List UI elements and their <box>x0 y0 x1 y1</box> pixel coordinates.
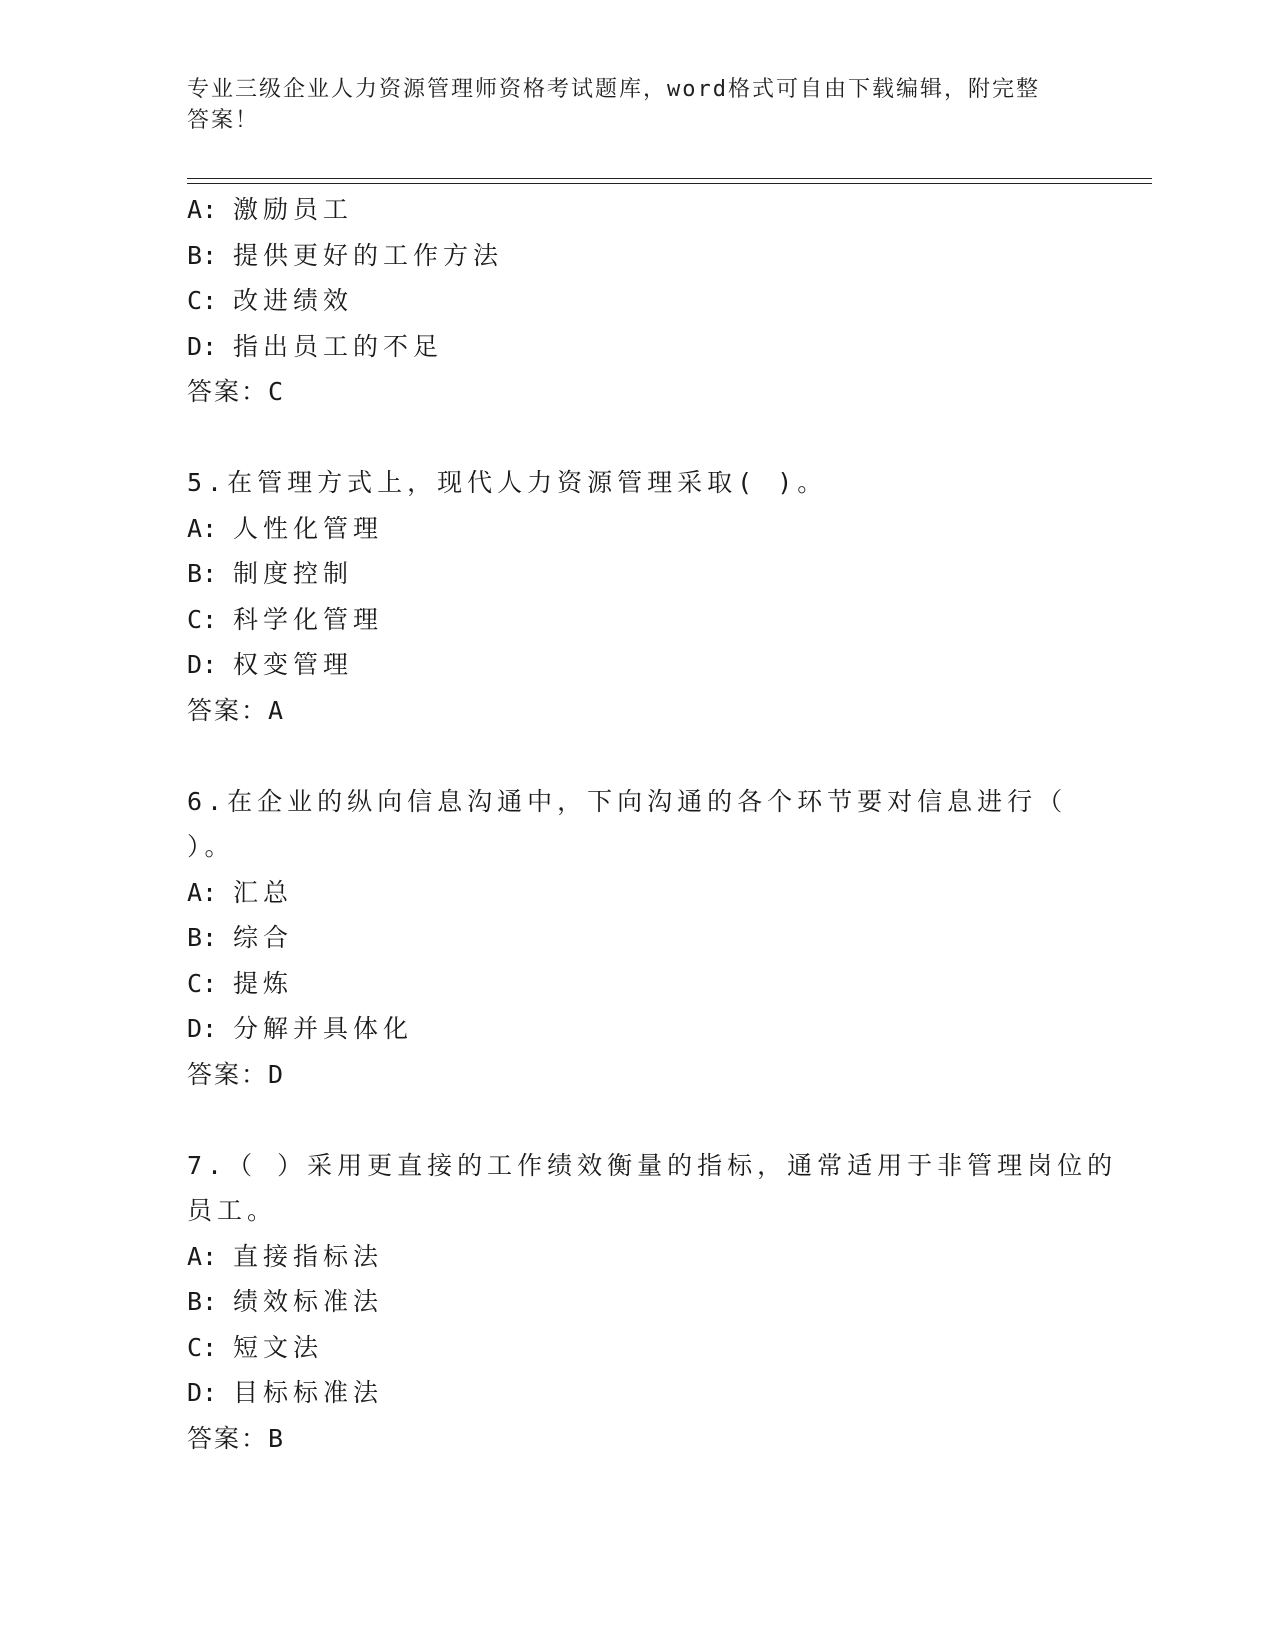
option-b <box>187 1279 1087 1325</box>
option-a <box>187 187 1087 233</box>
option-a <box>187 506 1087 552</box>
option-d <box>187 642 1087 688</box>
option-letter: C: <box>187 1332 218 1362</box>
option-c <box>187 961 1087 1007</box>
option-b <box>187 915 1087 961</box>
answer-line: 答案：A <box>187 695 286 725</box>
answer-line: 答案：C <box>187 377 286 406</box>
header-rule-top <box>187 178 1152 179</box>
spacer <box>187 733 1087 779</box>
option-text: 提供更好的工作方法 <box>233 240 504 270</box>
option-letter: A: <box>187 195 218 224</box>
option-letter: A: <box>187 877 218 907</box>
option-d <box>187 1370 1087 1416</box>
question-block-6 <box>187 779 1087 1098</box>
option-c <box>187 1325 1087 1371</box>
option-c <box>187 597 1087 643</box>
question-block-5 <box>187 460 1087 733</box>
answer-line: 答案：D <box>187 1059 286 1089</box>
option-letter: D: <box>187 650 218 679</box>
option-text: 权变管理 <box>233 650 354 679</box>
option-text: 短文法 <box>233 1332 324 1362</box>
option-letter: D: <box>187 1378 218 1407</box>
option-b <box>187 551 1087 597</box>
question-block-7 <box>187 1143 1118 1462</box>
option-text: 指出员工的不足 <box>233 331 444 361</box>
answer-line: 答案：B <box>187 1423 286 1453</box>
option-letter: B: <box>187 1287 218 1316</box>
header-line-2: 答案！ <box>187 108 260 133</box>
question-stem: 5.在管理方式上，现代人力资源管理采取( )。 <box>187 468 828 497</box>
option-text: 制度控制 <box>233 559 354 588</box>
question-stem-continued: 员工。 <box>187 1196 278 1225</box>
option-text: 改进绩效 <box>233 286 354 315</box>
option-letter: B: <box>187 923 218 952</box>
option-text: 绩效标准法 <box>233 1287 384 1316</box>
header-line-1: 专业三级企业人力资源管理师资格考试题库，word格式可自由下载编辑，附完整 <box>187 77 1040 102</box>
question-stem: 6.在企业的纵向信息沟通中，下向沟通的各个环节要对信息进行（ <box>187 786 1068 816</box>
option-letter: B: <box>187 559 218 588</box>
option-d <box>187 324 1087 370</box>
option-letter: A: <box>187 1241 218 1271</box>
option-b <box>187 233 1087 279</box>
option-letter: C: <box>187 604 218 634</box>
option-letter: A: <box>187 513 218 543</box>
option-a <box>187 1234 1087 1280</box>
option-text: 汇总 <box>233 877 294 907</box>
option-letter: C: <box>187 286 218 315</box>
option-text: 科学化管理 <box>233 604 384 634</box>
document-header <box>187 74 1067 136</box>
option-c <box>187 278 1087 324</box>
header-rule-bottom <box>187 183 1152 184</box>
option-text: 综合 <box>233 923 294 952</box>
option-d <box>187 1006 1087 1052</box>
option-text: 目标标准法 <box>233 1378 384 1407</box>
option-letter: B: <box>187 240 218 270</box>
spacer <box>187 1097 1087 1143</box>
option-letter: D: <box>187 331 218 361</box>
question-stem-continued: ）。 <box>187 832 235 861</box>
option-text: 提炼 <box>233 968 294 998</box>
option-text: 激励员工 <box>233 195 354 224</box>
question-list <box>187 187 1118 1461</box>
option-text: 直接指标法 <box>233 1241 384 1271</box>
question-stem: 7.（ ）采用更直接的工作绩效衡量的指标，通常适用于非管理岗位的 <box>187 1150 1118 1180</box>
option-letter: C: <box>187 968 218 998</box>
spacer <box>187 415 1087 461</box>
option-text: 人性化管理 <box>233 513 384 543</box>
question-block-4 <box>187 187 1087 415</box>
option-letter: D: <box>187 1014 218 1043</box>
option-a <box>187 870 1087 916</box>
option-text: 分解并具体化 <box>233 1014 414 1043</box>
